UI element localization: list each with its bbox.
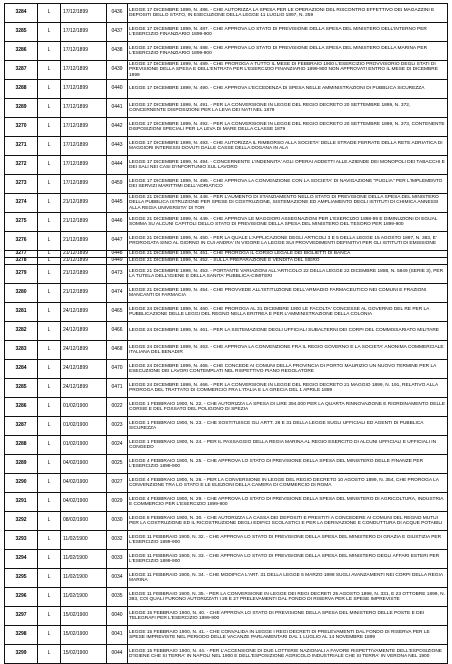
row-number: 3272 [5,156,38,175]
row-type: L [38,341,61,360]
row-date: 21/12/1899 [61,232,107,251]
row-description: LEGGE 21 DICEMBRE 1899, N. 452. - SULLA PREPARAZIONE E VENDITA DEL SIERO [128,258,448,265]
row-type: L [38,42,61,61]
table-row [5,258,448,265]
row-number: 3284 [5,360,38,379]
row-number: 3277 [5,251,38,258]
row-number: 3280 [5,284,38,303]
table-row [5,645,448,664]
table-body [5,4,448,664]
row-description: LEGGE 17 DICEMBRE 1899, N. 489. - CHE PROROGA A TUTTO IL MESE DI FEBBRAIO 1900 L'ESERCIZIO PROVVISORIO DEGLI STATI DI PREVISIONE DELLA SPESA E DELL'ENTRATA PER L'ESERCIZIO FINANZIARIO 1899-900 NON APPROVATI ENTRO IL MESE DI DICEMBRE 1899 [128,61,448,80]
table-row [5,322,448,341]
table-row [5,303,448,322]
table-row [5,531,448,550]
row-code: 0032 [107,531,128,550]
row-date: 21/12/1899 [61,213,107,232]
row-number: 3279 [5,265,38,284]
row-number: 3295 [5,569,38,588]
row-date: 04/02/1900 [61,474,107,493]
row-type: L [38,303,61,322]
table-row [5,455,448,474]
row-code: 0025 [107,455,128,474]
laws-register-table [4,3,448,664]
row-type: L [38,61,61,80]
row-number: 3293 [5,531,38,550]
row-type: L [38,360,61,379]
row-code: 0446 [107,213,128,232]
row-type: L [38,4,61,23]
row-number: 3296 [5,588,38,607]
row-description: LEGGE 1 FEBBRAIO 1900, N. 23. - CHE SOSTITUISCE GLI ARTT. 28 E 31 DELLA LEGGE SUGLI UFFICIALI ED AGENTI DI PUBBLICA SICUREZZA [128,417,448,436]
row-code: 0459 [107,175,128,194]
row-date: 17/12/1899 [61,99,107,118]
table-row [5,80,448,99]
row-date: 17/12/1899 [61,42,107,61]
row-description: LEGGE 24 DICEMBRE 1899, N. 466. - PER LA CONVERSIONE IN LEGGE DEL REGIO DECRETO 21 MAGGIO 1899, N. 191, RELATIVO ALLA PROROGA DEL TRATTATO DI COMMERCIO FRA L'ITALIA E LA GRECIA DEL 1 APRILE 1889 [128,379,448,398]
row-code: 0023 [107,417,128,436]
row-number: 3289 [5,99,38,118]
row-description: LEGGE 17 DICEMBRE 1899, N. 492. - PER LA CONVERSIONE IN LEGGE DEL REGIO DECRETO 20 SETTEMBRE 1899, N. 373, CONTENENTE DISPOSIZIONI SPECIALI PER LA LEVA DI MARE DELLA CLASSE 1879 [128,118,448,137]
row-code: 0474 [107,284,128,303]
row-type: L [38,213,61,232]
row-number: 3283 [5,341,38,360]
row-type: L [38,569,61,588]
row-description: LEGGE 24 DICEMBRE 1899, N. 465. - CHE CONCEDE AI COMUNI DELLA PROVINCIA DI PORTO MAURIZIO UN NUOVO TERMINE PER LA ESECUZIONE DEI LAVORI CONTEMPLATI NEL RISPETTIVO PIANO REGOLATORE [128,360,448,379]
row-number: 3286 [5,398,38,417]
row-code: 0436 [107,4,128,23]
row-description: LEGGE 15 FEBBRAIO 1900, N. 40. - CHE APPROVA LO STATO DI PREVISIONE DELLA SPESA DEL MINISTERO DELLE POSTE E DEI TELEGRAFI PER L'ESERCIZIO 1899-900 [128,607,448,626]
row-date: 01/02/1900 [61,436,107,455]
row-code: 0438 [107,42,128,61]
row-type: L [38,118,61,137]
row-code: 0441 [107,99,128,118]
row-type: L [38,512,61,531]
table-row [5,341,448,360]
table-row [5,213,448,232]
row-type: L [38,284,61,303]
row-description: LEGGE 1 FEBBRAIO 1900, N. 24. - PER IL PASSAGGIO DELLA REGIA MARINA AL REGIO ESERCITO DI ALCUNI UFFICIALI E UFFICIALI IN CONGEDO [128,436,448,455]
row-code: 0041 [107,626,128,645]
row-code: 0443 [107,137,128,156]
row-number: 3276 [5,232,38,251]
row-code: 0030 [107,512,128,531]
row-code: 0439 [107,61,128,80]
row-code: 0024 [107,436,128,455]
row-type: L [38,99,61,118]
row-number: 3294 [5,550,38,569]
row-code: 0033 [107,550,128,569]
row-number: 3297 [5,607,38,626]
row-description: LEGGE 21 DICEMBRE 1899, N. 448. - PER L'AUMENTO DI STANZIAMENTO NELLO STATO DI PREVISIONE DELLA SPESA DEL MINISTERO DELLA PUBBLICA ISTRUZIONE PER SPESE DI COSTRUZIONE, SISTEMAZIONE ED AMPLIAMENTO DEGLI ISTITUTI DI CHIMICA ANNESSI ALLA REGIA UNIVERSITA' DI TOR [128,194,448,213]
row-description: LEGGE 4 FEBBRAIO 1900, N. 25. - CHE APPROVA LO STATO DI PREVISIONE DELLA SPESA DEL MINISTERO DELLE FINANZE PER L'ESERCIZIO 1899-900 [128,455,448,474]
table-row [5,137,448,156]
row-date: 11/02/1900 [61,550,107,569]
row-number: 3285 [5,379,38,398]
row-date: 17/12/1899 [61,137,107,156]
table-row [5,61,448,80]
row-date: 17/12/1899 [61,61,107,80]
row-type: L [38,607,61,626]
row-date: 21/12/1899 [61,258,107,265]
row-description: LEGGE 15 FEBBRAIO 1900, N. 41. - CHE CONVALIDA IN LEGGE I REGI DECRETI DI PRELEVAMENTI DAL FONDO DI RISERVA PER LE SPESE IMPREVISTE NEL PERIODO DELLE VACANZE PARLAMENTARI DAL 1 LUGLIO AL 14 NOVEMBRE 1899 [128,626,448,645]
row-date: 04/02/1900 [61,493,107,512]
row-description: LEGGE 17 DICEMBRE 1899, N. 490. - CHE APPROVA L'ECCEDENZA DI SPESA NELLE AMMINISTRAZIONI DI PUBBLICA SICUREZZA [128,80,448,99]
row-description: LEGGE 21 DICEMBRE 1899, N. 453. - PORTANTE VARIAZIONI ALL'ARTICOLO 22 DELLA LEGGE 22 DICEMBRE 1888, N. 5849 (SERIE 3), PER LA TUTELA DELL'IGIENE E DELLA SANITA' PUBBLICA-CIMITERI [128,265,448,284]
table-row [5,360,448,379]
row-date: 21/12/1899 [61,265,107,284]
row-number: 3299 [5,645,38,664]
row-date: 21/12/1899 [61,284,107,303]
row-number: 3290 [5,474,38,493]
row-type: L [38,455,61,474]
row-number: 3274 [5,194,38,213]
row-code: 0448 [107,251,128,258]
row-date: 17/12/1899 [61,4,107,23]
row-date: 08/02/1900 [61,512,107,531]
table-row [5,194,448,213]
table-row [5,379,448,398]
row-date: 15/02/1900 [61,607,107,626]
row-type: L [38,588,61,607]
row-code: 0447 [107,232,128,251]
table-row [5,550,448,569]
row-description: LEGGE 11 FEBBRAIO 1900, N. 34. - CHE MODIFICA L'ART. 31 DELLA LEGGE 6 MARZO 1898 SUGLI AVANZAMENTI NEI CORPI DELLA REGIA MARINA [128,569,448,588]
row-date: 11/02/1900 [61,531,107,550]
row-number: 3287 [5,417,38,436]
row-date: 15/02/1900 [61,645,107,664]
row-description: LEGGE 17 DICEMBRE 1899, N. 488. - CHE APPROVA LO STATO DI PREVISIONE DELLA SPESA DEL MINISTERO DELLA MARINA PER L'ESERCIZIO FINANZIARIO 1899-900 [128,42,448,61]
row-type: L [38,322,61,341]
row-date: 24/12/1899 [61,322,107,341]
row-date: 24/12/1899 [61,303,107,322]
row-date: 21/12/1899 [61,194,107,213]
table-row [5,417,448,436]
row-number: 3278 [5,258,38,265]
row-code: 0442 [107,118,128,137]
row-number: 3270 [5,118,38,137]
row-date: 11/02/1900 [61,588,107,607]
table-row [5,23,448,42]
table-row [5,474,448,493]
row-number: 3291 [5,493,38,512]
table-row [5,118,448,137]
row-description: LEGGE 4 FEBBRAIO 1900, N. 26. - PER LA CONVERSIONE IN LEGGE DEL REGIO DECRETO 10 AGOSTO 1899, N. 354, CHE PROROGA LA CONVENZIONE TRA LO STATO E LE ELEZIONI DELLA CAMERA DI COMMERCIO DI ROMA [128,474,448,493]
row-number: 3289 [5,455,38,474]
row-description: LEGGE 24 DICEMBRE 1899, N. 463. - CHE APPROVA LA CONVENZIONE FRA IL REGIO GOVERNO E LA SOCIETA' ANONIMA COMMERCIALE ITALIANA DEL BENADIR [128,341,448,360]
row-code: 0034 [107,569,128,588]
row-date: 17/12/1899 [61,156,107,175]
row-description: LEGGE 17 DICEMBRE 1899, N. 495. - CHE APPROVA LA CONVENZIONE CON LA SOCIETA' DI NAVIGAZIONE "PUGLIA" PER L'IMPLEMENTO DEI SERVIZI MARITTIMI DELL'ADRIATICO [128,175,448,194]
table-row [5,4,448,23]
table-row [5,588,448,607]
table-row [5,284,448,303]
row-date: 01/02/1900 [61,398,107,417]
row-type: L [38,175,61,194]
row-description: LEGGE 21 DICEMBRE 1899, N. 449. - CHE APPROVA LE MAGGIORI ASSEGNAZIONI PER L'ESERCIZIO 1898-99 E DIMINUZIONI DI EGUAL SOMMA SU ALCUNI CAPITOLI DELLO STATO DI PREVISIONE DELLA SPESA DEL MINISTERO DEL TESORO PER 1899-900 [128,213,448,232]
row-type: L [38,156,61,175]
table-row [5,398,448,417]
row-description: LEGGE 17 DICEMBRE 1899, N. 486. - CHE AUTORIZZA LA SPESA PER LE OPERAZIONI DEL RISCONTRO EFFETTIVO DEI MAGAZZINI E DEPOSITI DELLO STATO, IN ESECUZIONE DELLA LEGGE 11 LUGLIO 1897, N. 259 [128,4,448,23]
table-row [5,265,448,284]
row-type: L [38,265,61,284]
row-code: 0470 [107,360,128,379]
row-type: L [38,474,61,493]
table-row [5,99,448,118]
row-description: LEGGE 17 DICEMBRE 1899, N. 494. - CONCERNENTE L'INDENNITA' AGLI OPERAI ADDETTI ALLE AZIENDE DEI MONOPOLI DEI TABACCHI E DEI SALI NEI CASI D'INFORTUNIO SUL LAVORO [128,156,448,175]
row-description: LEGGE 21 DICEMBRE 1899, N. 450. - PER LA QUALE L'APPLICAZIONE DEGLI ARTICOLI 3 E 5 DELLA LEGGE 15 AGOSTO 1897, N. 383, E' PROROGATA SINO AL GIORNO IN CUI ANDRA' IN VIGORE LA LEGGE SUI PROVVEDIMENTI DEFINITIVI PER GLI ISTITUTI DI EMISSIONE [128,232,448,251]
row-number: 3285 [5,23,38,42]
row-number: 3273 [5,175,38,194]
row-description: LEGGE 17 DICEMBRE 1899, N. 493. - CHE AUTORIZZA IL RIMBORSO ALLA SOCIETA' DELLE STRADE FERRATE DELLA RETE ADRIATICA DI MAGGIORI INTERESSI DOVUTI DALLE CASSE DELLA DOGANA IN ALA [128,137,448,156]
row-code: 0029 [107,493,128,512]
row-type: L [38,398,61,417]
row-date: 21/12/1899 [61,251,107,258]
row-type: L [38,531,61,550]
row-date: 11/02/1900 [61,569,107,588]
row-date: 17/12/1899 [61,23,107,42]
table-row [5,569,448,588]
row-number: 3284 [5,4,38,23]
row-description: LEGGE 24 DICEMBRE 1899, N. 461. - PER LA SISTEMAZIONE DEGLI UFFICIALI SUBALTERNI DEI CORPI DEL COMMISSARIATO MILITARE [128,322,448,341]
row-code: 0465 [107,303,128,322]
row-code: 0022 [107,398,128,417]
table-row [5,156,448,175]
table-row [5,436,448,455]
row-date: 17/12/1899 [61,118,107,137]
table-row [5,607,448,626]
row-type: L [38,645,61,664]
row-description: LEGGE 21 DICEMBRE 1899, N. 454. - CHE PROVVEDE ALL'ISTITUZIONE DELL'ARMADIO FARMACEUTICO NEI COMUNI E FRAZIONI MANCANTI DI FARMACIA [128,284,448,303]
row-type: L [38,436,61,455]
row-number: 3292 [5,512,38,531]
row-type: L [38,23,61,42]
row-code: 0035 [107,588,128,607]
row-type: L [38,137,61,156]
row-code: 0027 [107,474,128,493]
row-code: 0468 [107,341,128,360]
row-code: 0449 [107,258,128,265]
table-row [5,42,448,61]
row-type: L [38,379,61,398]
table-row [5,175,448,194]
row-code: 0444 [107,156,128,175]
row-type: L [38,232,61,251]
row-date: 24/12/1899 [61,360,107,379]
row-number: 3275 [5,213,38,232]
row-number: 3286 [5,42,38,61]
table-row [5,493,448,512]
row-date: 01/02/1900 [61,417,107,436]
row-date: 04/02/1900 [61,455,107,474]
row-description: LEGGE 8 FEBBRAIO 1900, N. 30. - CHE AUTORIZZA LA CASSA DEI DEPOSITI E PRESTITI A CONCEDERE AI COMUNI DEL REGNO MUTUI PER LA COSTRUZIONE ED IL RICOSTRUZIONE DEGLI EDIFICI SCOLASTICI E PER LA DERIVAZIONE E CONDUTTURA DI ACQUE POTABILI [128,512,448,531]
row-type: L [38,251,61,258]
table-row [5,512,448,531]
row-type: L [38,550,61,569]
row-description: LEGGE 1 FEBBRAIO 1900, N. 22. - CHE AUTORIZZA LA SPESA DI LIRE 394.000 PER LA QUARTA RINNOVAZIONE E RIORDINAMENTO DELLE CORSIE E DEL FOSSATO DEL POLIGONO DI SPEZIA [128,398,448,417]
row-type: L [38,626,61,645]
row-code: 0473 [107,265,128,284]
row-description: LEGGE 11 FEBBRAIO 1900, N. 33. - CHE APPROVA LO STATO DI PREVISIONE DELLA SPESA DEL MINISTERO DEGLI AFFARI ESTERI PER L'ESERCIZIO 1899-900 [128,550,448,569]
row-date: 15/02/1900 [61,626,107,645]
table-row [5,626,448,645]
row-code: 0040 [107,607,128,626]
row-number: 3298 [5,626,38,645]
row-number: 3282 [5,322,38,341]
row-number: 3281 [5,303,38,322]
row-code: 0437 [107,23,128,42]
row-date: 24/12/1899 [61,341,107,360]
row-description: LEGGE 11 FEBBRAIO 1900, N. 32. - CHE APPROVA LO STATO DI PREVISIONE DELLA SPESA DEL MINISTERO DI GRAZIA E GIUSTIZIA PER L'ESERCIZIO 1899-900 [128,531,448,550]
row-number: 3287 [5,61,38,80]
row-date: 17/12/1899 [61,80,107,99]
row-description: LEGGE 15 FEBBRAIO 1900, N. 44. - PER L'ACCENSIONE DI DUE LOTTERIE NAZIONALI A FAVORE RISPETTIVAMENTE DELL'ESPOSIZIONE D'IGIENE CHE SI TERRA' IN NAPOLI NEL 1900 E DELL'ESPOSIZIONE AGRICOLO INDUSTRIALE CHE SI TERRA' IN VERONA NEL 1900 [128,645,448,664]
row-code: 0044 [107,645,128,664]
row-number: 3288 [5,436,38,455]
row-type: L [38,417,61,436]
row-type: L [38,194,61,213]
row-description: LEGGE 17 DICEMBRE 1899, N. 491. - PER LA CONVERSIONE IN LEGGE DEL REGIO DECRETO 20 SETTEMBRE 1899, N. 372, CONCERNENTE DISPOSIZIONI PER LA LEVA DEI NATI NEL 1879 [128,99,448,118]
row-type: L [38,258,61,265]
row-date: 17/12/1899 [61,175,107,194]
row-description: LEGGE 4 FEBBRAIO 1900, N. 29. - CHE APPROVA LO STATO DI PREVISIONE DELLA SPESA DEL MINISTERO DI AGRICOLTURA, INDUSTRIA E COMMERCIO PER L'ESERCIZIO 1899-900 [128,493,448,512]
table-row [5,232,448,251]
row-description: LEGGE 21 DICEMBRE 1899, N. 451. - CHE PROROGA IL CORSO LEGALE DEI BIGLIETTI DI BANCA [128,251,448,258]
row-date: 24/12/1899 [61,379,107,398]
row-type: L [38,80,61,99]
row-code: 0440 [107,80,128,99]
row-number: 3271 [5,137,38,156]
row-code: 0471 [107,379,128,398]
row-number: 3288 [5,80,38,99]
row-type: L [38,493,61,512]
row-description: LEGGE 11 FEBBRAIO 1900, N. 35. - PER LA CONVERSIONE IN LEGGE DEI REGI DECRETI 25 AGOSTO 1899, N. 331, E 23 OTTOBRE 1899, N. 393, COI QUALI FURONO AUTORIZZATI I 28 E 27 PRELEVAMENTI DAL FONDO DI RISERVA PER LE SPESE IMPREVISTE [128,588,448,607]
row-code: 0445 [107,194,128,213]
row-description: LEGGE 17 DICEMBRE 1899, N. 487. - CHE APPROVA LO STATO DI PREVISIONE DELLA SPESA DEL MINISTERO DELL'INTERNO PER L'ESERCIZIO FINANZIARIO 1899-900 [128,23,448,42]
row-description: LEGGE 24 DICEMBRE 1899, N. 460. - CHE PROROGA AL 31 DICEMBRE 1900 LE FACOLTA' CONCESSE AL GOVERNO DEL RE PER LA PUBBLICAZIONE DELLE LEGGI DEL REGNO NELLA ERITREA E PER L'AMMINISTRAZIONE DELLA COLONIA [128,303,448,322]
row-code: 0466 [107,322,128,341]
